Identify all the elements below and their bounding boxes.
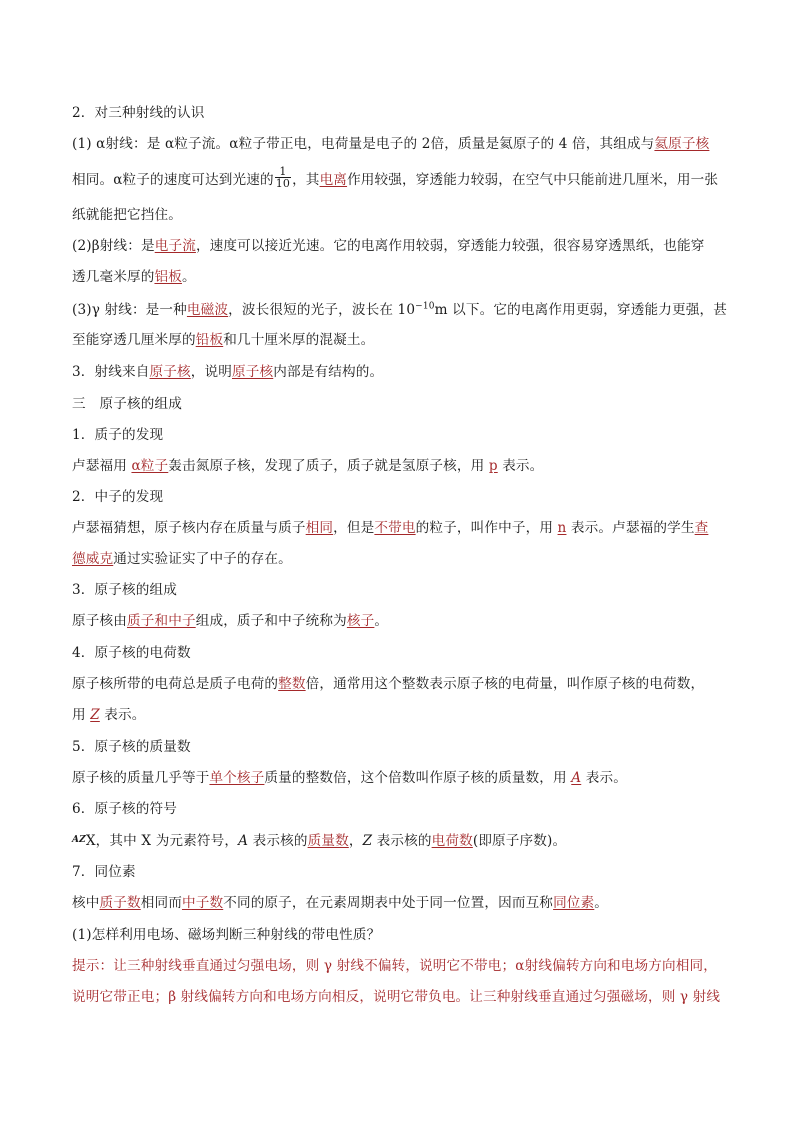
text: 表示核的 [372,833,432,849]
gamma-ray-line-1 [72,300,727,320]
question-text: (1)怎样利用电场、磁场判断三种射线的带电性质？ [72,927,381,943]
answer-nucleus-2: 原子核 [232,364,274,380]
answer-n: n [557,520,567,536]
answer-same: 相同 [305,520,334,536]
fraction-one-tenth [275,166,291,189]
answer-integer: 整数 [278,676,306,692]
symbol-a: A [238,833,249,849]
text: 内部是有结构的。 [273,364,384,380]
beta-ray-line-2 [72,267,196,287]
text: 3．射线来自 [72,364,150,380]
text: ，波长很短的光子，波长在 10 [228,302,416,318]
text: m 以下。它的电离作用更弱，穿透能力更强，甚 [434,302,727,318]
gamma-ray-line-2 [72,330,374,350]
mass-number-text [72,768,627,788]
text: ，其 [292,172,320,188]
answer-protons-and-neutrons: 质子和中子 [126,613,196,629]
text: 表示。卢瑟福的学生 [566,520,695,536]
text: 的粒子，叫作中子，用 [415,520,558,536]
text: 核中 [72,895,100,911]
text: ，速度可以接近光速。它的电离作用较弱，穿透能力较强，很容易穿透黑纸，也能穿 [195,238,705,254]
section-heading-nucleus-composition: 三 原子核的组成 [72,396,182,412]
charge-number-line-2 [72,705,146,725]
alpha-ray-line-2 [72,165,719,192]
fraction-denominator: 10 [275,177,291,190]
alpha-ray-line-1 [72,134,709,154]
text: 表示。 [581,770,627,786]
neutron-discovery-title: 2．中子的发现 [72,489,164,505]
text: ，但是 [333,520,375,536]
answer-electromagnetic-wave: 电磁波 [186,302,229,318]
answer-mass-number: 质量数 [307,833,349,849]
answer-single-nucleon: 单个核子 [209,770,265,786]
alpha-ray-line-3: 纸就能把它挡住。 [72,207,182,223]
answer-a: A [571,770,582,786]
text: 。 [374,613,389,629]
text: 通过实验证实了中子的存在。 [113,551,292,567]
fraction-numerator: 1 [275,166,291,178]
nucleus-symbol-title: 6．原子核的符号 [72,801,178,817]
text: 作用较强，穿透能力较弱，在空气中只能前进几厘米，用一张 [347,172,719,188]
answer-uncharged: 不带电 [374,520,416,536]
answer-electron-stream: 电子流 [154,238,196,254]
text: ，说明 [190,364,232,380]
section-heading-three-rays: 2．对三种射线的认识 [72,105,205,121]
text: 至能穿透几厘米厚的 [72,332,196,348]
answer-charge-number: 电荷数 [431,833,473,849]
text: X，其中 X 为元素符号， [85,833,239,849]
text: 卢瑟福用 [72,458,132,474]
text: (2)β射线：是 [72,238,155,254]
isotope-title: 7．同位素 [72,864,136,880]
answer-neutron-number: 中子数 [181,895,224,911]
nucleus-symbol-text [72,830,566,851]
text: 卢瑟福猜想，原子核内存在质量与质子 [72,520,306,536]
text: 轰击氮原子核，发现了质子，质子就是氢原子核，用 [168,458,489,474]
text: ， [348,833,363,849]
text: 。 [594,895,609,911]
beta-ray-line-1 [72,236,704,256]
answer-helium-nucleus: 氦原子核 [654,136,710,152]
hint-line-2: 说明它带正电；β 射线偏转方向和电场方向相反，说明它带负电。让三种射线垂直通过匀强磁场，则 γ 射线 [72,989,721,1005]
text: 表示。 [497,458,544,474]
text: 表示。 [99,707,146,723]
text: 表示核的 [248,833,308,849]
answer-chadwick-part-2: 德威克 [72,551,114,567]
answer-alpha-particle: α粒子 [131,458,169,474]
answer-chadwick-part-1: 查 [694,520,709,536]
text: 倍，通常用这个整数表示原子核的电荷量，叫作原子核的电荷数， [305,676,705,692]
exponent: −10 [415,301,435,312]
text: 不同的原子，在元素周期表中处于同一位置，因而互称 [223,895,554,911]
text: (即原子序数)。 [472,833,567,849]
mass-number-title: 5．原子核的质量数 [72,739,191,755]
answer-proton-number: 质子数 [99,895,141,911]
text: 原子核所带的电荷总是质子电荷的 [72,676,279,692]
symbol-z: Z [362,833,373,849]
rays-origin-line [72,362,383,382]
hint-line-1: 提示：让三种射线垂直通过匀强电场，则 γ 射线不偏转，说明它不带电；α射线偏转方向和电场方向相同， [72,958,718,974]
proton-discovery-title: 1．质子的发现 [72,427,164,443]
text: (3)γ 射线：是一种 [72,302,187,318]
text: 原子核的质量几乎等于 [72,770,210,786]
text: 。 [181,269,196,285]
nucleus-composition-title: 3．原子核的组成 [72,582,178,598]
text: 相同。α粒子的速度可达到光速的 [72,172,274,188]
answer-aluminum-plate: 铝板 [154,269,182,285]
text: 用 [72,707,91,723]
isotope-text [72,893,608,913]
text: 相同而 [140,895,182,911]
neutron-discovery-line-1 [72,518,708,538]
answer-isotope: 同位素 [553,895,595,911]
nuclide-scripts: AZ [72,835,86,845]
answer-p: p [488,458,498,474]
answer-lead-plate: 铅板 [195,332,224,348]
nucleus-composition-text [72,611,388,631]
text: 质量的整数倍，这个倍数叫作原子核的质量数，用 [264,770,572,786]
charge-number-title: 4．原子核的电荷数 [72,645,191,661]
answer-z: Z [90,707,100,723]
charge-number-line-1 [72,674,704,694]
text: (1) α射线：是 α粒子流。α粒子带正电，电荷量是电子的 2倍，质量是氦原子的 4 倍，其组成与 [72,136,655,152]
text: 组成，质子和中子统称为 [195,613,347,629]
text: 原子核由 [72,613,127,629]
proton-discovery-text [72,456,543,476]
answer-ionization: 电离 [319,172,348,188]
answer-nucleus-1: 原子核 [149,364,191,380]
neutron-discovery-line-2 [72,549,292,569]
answer-nucleon: 核子 [346,613,375,629]
text: 透几毫米厚的 [72,269,155,285]
text: 和几十厘米厚的混凝土。 [223,332,375,348]
